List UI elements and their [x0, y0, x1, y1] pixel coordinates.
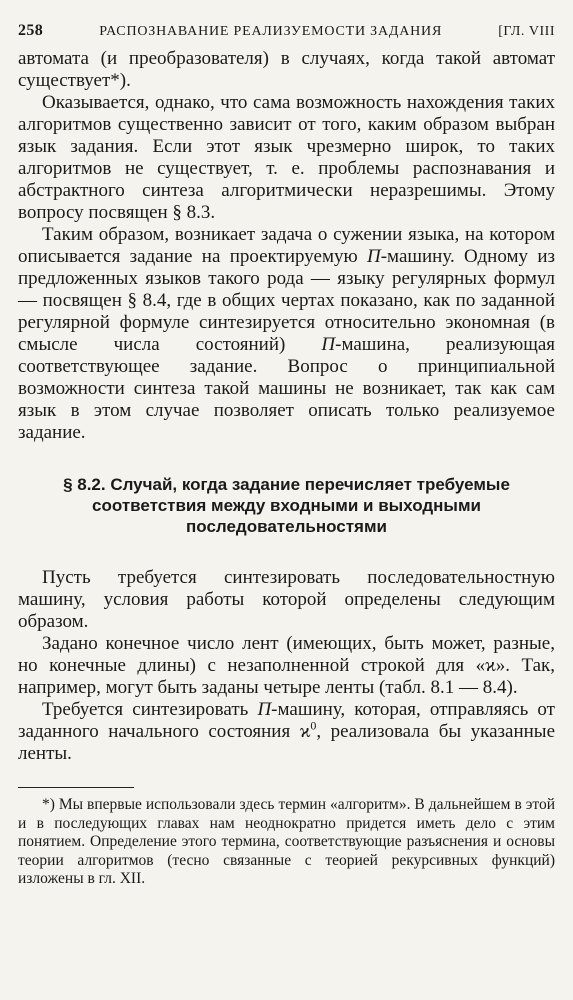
p3-text-c: -машину. Одному из предложенных языков такого рода — языку регулярных формул — посвящен § 8.4, где в общих чертах показано, как по заданной регулярной формуле синтезируется относительно экономная (в смысле числа состояний) [18, 246, 555, 355]
p6-text-c: -машину, которая, отправляясь от заданного начального состояния ϰ [18, 699, 555, 742]
section-heading: § 8.2. Случай, когда задание перечисляет требуемые соответствия между входными и выходными последовательностями [63, 475, 510, 536]
p3-machine-letter-2: П [321, 334, 336, 355]
running-head-chapter: [ГЛ. VIII [498, 24, 555, 39]
footnote: *) Мы впервые использовали здесь термин «алгоритм». В дальнейшем в этой и в последующих главах нам неоднократно придется иметь дело с этим понятием. Определение этого термина, соответствующие разъяснения и основы теории алгоритмов (тесно связанные с теорией рекурсивных функций) изложены в гл. XII. [18, 796, 555, 887]
p3-text-a: Таким образом, возникает задача о сужении языка, на котором описывается задание на проектируемую [18, 224, 555, 267]
paragraph-tapes: Задано конечное число лент (имеющих, быть может, разные, но конечные длины) с незаполненной строкой для «ϰ». Так, например, могут быть заданы четыре ленты (табл. 8.1 — 8.4). [18, 633, 555, 698]
p6-superscript: 0 [310, 718, 317, 733]
p3-machine-letter-1: П [367, 246, 381, 267]
book-page [18, 22, 555, 889]
paragraph-language-narrowing [18, 224, 555, 444]
paragraph-initial-state [18, 699, 555, 765]
footnote-divider [18, 787, 134, 788]
p6-text-d: , реализовала бы указанные ленты. [18, 721, 556, 764]
p3-text-e: -машина, реализующая соответствующее задание. Вопрос о принципиальной возможности синтеза такой машины не возникает, так как сам язык в этом случае позволяет описать только реализуемое задание. [18, 334, 555, 443]
running-head [18, 22, 555, 40]
running-head-title: РАСПОЗНАВАНИЕ РЕАЛИЗУЕМОСТИ ЗАДАНИЯ [99, 24, 443, 39]
paragraph-continuation: автомата (и преобразователя) в случаях, когда такой автомат существует*). [18, 48, 555, 91]
paragraph-algorithms: Оказывается, однако, что сама возможность нахождения таких алгоритмов существенно зависит от того, каким образом выбран язык задания. Если этот язык чрезмерно широк, то таких алгоритмов не существует, т. е. проблемы распознавания и абстрактного синтеза алгоритмически неразрешимы. Этому вопросу посвящен § 8.3. [18, 92, 555, 223]
p6-text-a: Требуется синтезировать [42, 699, 258, 720]
p6-machine-letter: П [257, 699, 272, 720]
page-number: 258 [18, 22, 44, 39]
paragraph-synthesis-task: Пусть требуется синтезировать последовательностную машину, условия работы которой определены следующим образом. [18, 567, 555, 632]
